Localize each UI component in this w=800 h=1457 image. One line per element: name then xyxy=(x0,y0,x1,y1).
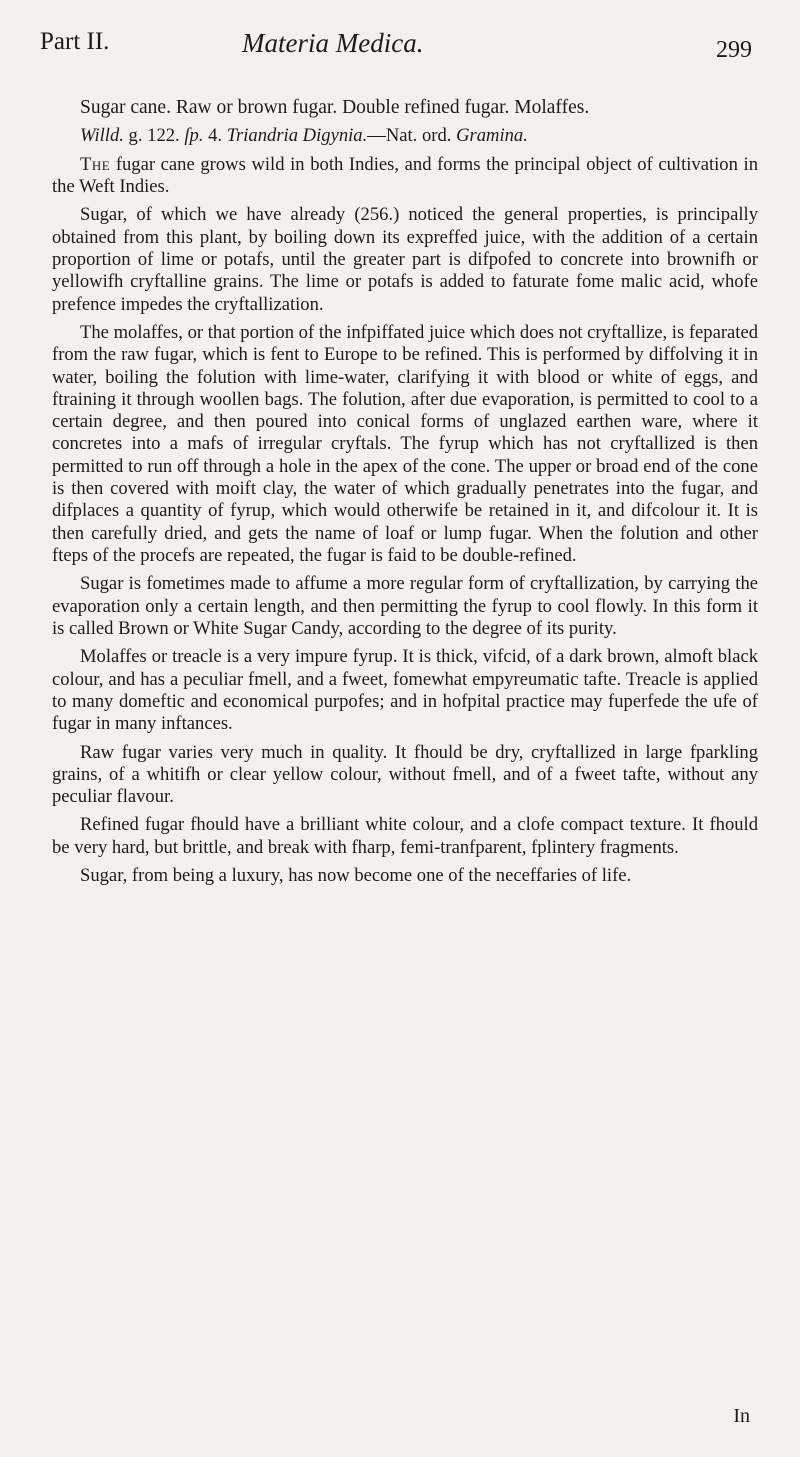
page-header xyxy=(40,28,752,88)
genus-ref: g. 122. xyxy=(123,125,185,147)
paragraph: Sugar is fometimes made to affume a more regular form of cryftallization, by carrying the evaporation only a certain length, and then permitting the fyrup to cool flowly. In this form it is called Brown or White Sugar Candy, according to the degree of its purity. xyxy=(52,573,758,639)
paragraph: Sugar, of which we have already (256.) noticed the general properties, is principally obtained from this plant, by boiling down its expreffed juice, with the addition of a certain proportion of lime or potafs, until the greater part is difpofed to concrete into brownifh or yellowifh cryftalline grains. The lime or potafs is added to faturate fome malic acid, whofe prefence impedes the cryftallization. xyxy=(52,204,758,315)
botanical-synonymy xyxy=(52,125,758,147)
natural-order: Gramina. xyxy=(456,125,528,147)
species-abbrev: ſp. xyxy=(184,125,204,147)
paragraph: Raw fugar varies very much in quality. It fhould be dry, cryftallized in large fparkling grains, of a whitifh or clear yellow colour, without fmell, and of a fweet tafte, without any peculiar flavour. xyxy=(52,741,758,808)
author-abbrev: Willd. xyxy=(80,125,124,147)
paragraph: Molaffes or treacle is a very impure fyrup. It is thick, vifcid, of a dark brown, almoft black colour, and has a peculiar fmell, and a fweet, fomewhat empyreumatic tafte. Treacle is applied to many domeftic and economical purpofes; and in hofpital practice may fuperfede the ufe of fugar in many inftances. xyxy=(52,646,758,735)
entry-title: Sugar cane. Raw or brown fugar. Double refined fugar. Molaffes. xyxy=(80,97,590,118)
running-title: Materia Medica. xyxy=(242,28,424,58)
natural-order-label: —Nat. ord. xyxy=(367,125,457,147)
lead-word: The xyxy=(80,153,111,175)
linnaean-class: Triandria Digynia. xyxy=(226,125,368,147)
catchword: In xyxy=(733,1405,750,1427)
paragraph: Sugar, from being a luxury, has now become one of the neceffaries of life. xyxy=(80,865,632,887)
body-text xyxy=(52,96,758,893)
paragraph xyxy=(52,154,758,199)
part-label: Part II. xyxy=(40,28,110,55)
page-number: 299 xyxy=(716,37,752,63)
species-num: 4. xyxy=(203,125,227,147)
paragraph-text: fugar cane grows wild in both Indies, and forms the principal object of cultivation in the Weft Indies. xyxy=(52,153,758,198)
paragraph: The molaffes, or that portion of the infpiffated juice which does not cryftallize, is feparated from the raw fugar, which is fent to Europe to be refined. This is performed by diffolving it in water, boiling the folution with lime-water, clarifying it with blood or white of eggs, and ftraining it through woollen bags. The folution, after due evaporation, is permitted to cool to a certain degree, and then poured into conical forms of unglazed earthen ware, where it concretes into a mafs of irregular cryftals. The fyrup which has not cryftallized is then permitted to run off through a hole in the apex of the cone. The upper or broad end of the cone is then covered with moift clay, the water of which gradually penetrates into the fugar, and difplaces a quantity of fyrup, which would otherwife be retained in it, and difcolour it. It is then carefully dried, and gets the name of loaf or lump fugar. When the folution and other fteps of the procefs are repeated, the fugar is faid to be double-refined. xyxy=(52,321,758,567)
paragraph: Refined fugar fhould have a brilliant white colour, and a clofe compact texture. It fhould be very hard, but brittle, and break with fharp, femi-tranfparent, fplintery fragments. xyxy=(52,814,758,858)
